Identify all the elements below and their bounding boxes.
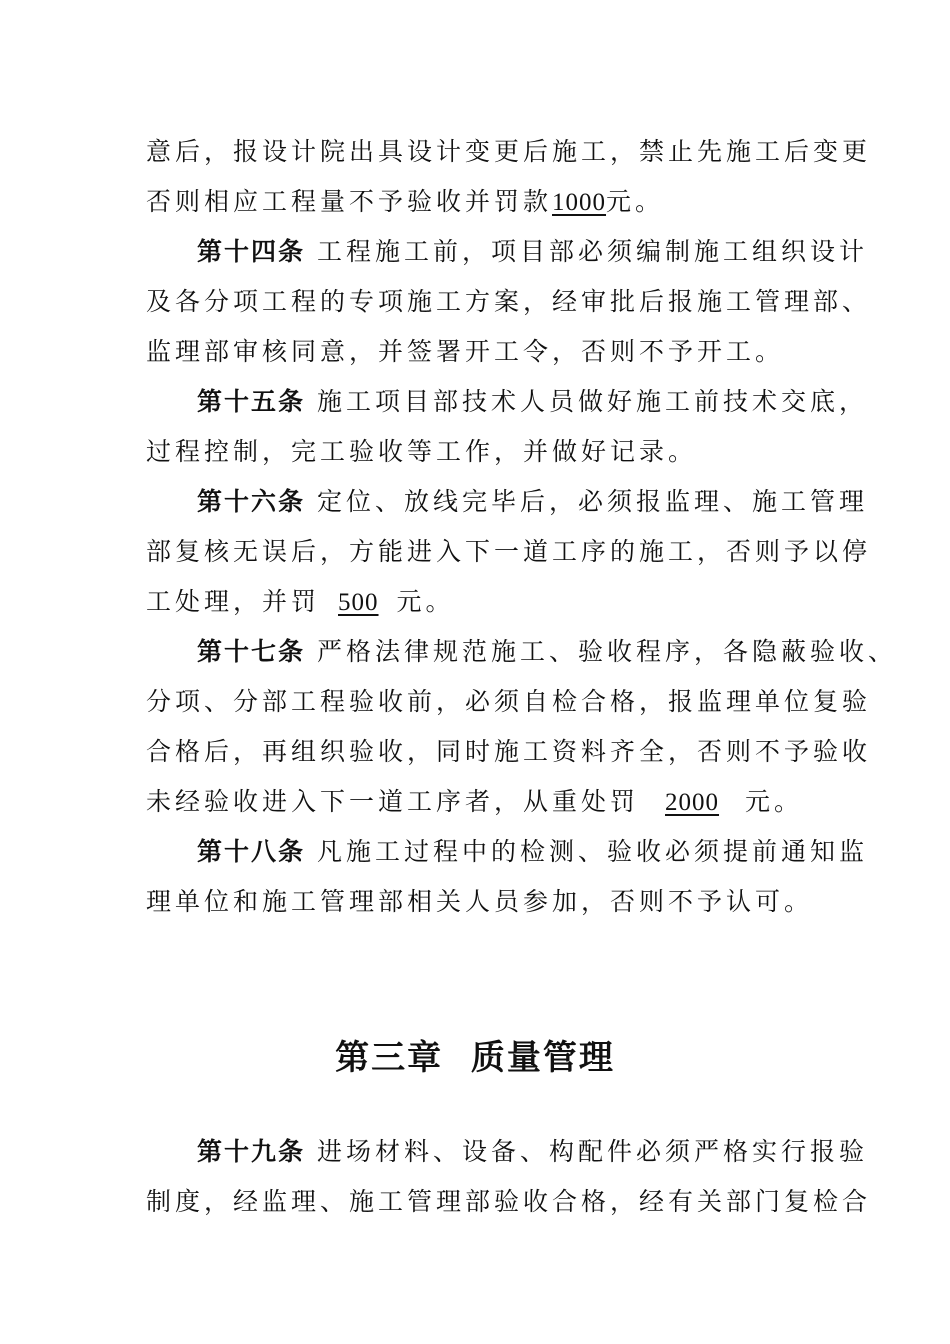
article-label: 第十九条 [197, 1137, 306, 1166]
article-label: 第十四条 [197, 237, 306, 266]
text-span: 未经验收进入下一道工序者，从重处罚 [146, 787, 640, 816]
text-span: 部复核无误后，方能进入下一道工序的施工，否则予以停 [146, 537, 872, 566]
text-line [146, 1186, 871, 1218]
text-line [146, 686, 871, 718]
text-span: 工处理，并罚 [146, 587, 321, 616]
text-span: 严格法律规范施工、验收程序，各隐蔽验收、 [316, 637, 897, 666]
text-line [146, 786, 803, 819]
text-span: 分项、分部工程验收前，必须自检合格，报监理单位复验 [146, 687, 872, 716]
article-16 [197, 486, 868, 518]
text-line [146, 336, 784, 368]
text-span: 凡施工过程中的检测、验收必须提前通知监 [316, 837, 868, 866]
text-span: 理单位和施工管理部相关人员参加，否则不予认可。 [146, 887, 814, 916]
text-line [146, 586, 455, 619]
article-19 [197, 1136, 868, 1168]
article-14 [197, 236, 868, 268]
text-line [146, 436, 697, 468]
article-label: 第十六条 [197, 487, 306, 516]
article-17 [197, 636, 897, 668]
text-span: 否则相应工程量不予验收并罚款 [146, 187, 553, 216]
article-label: 第十八条 [197, 837, 306, 866]
text-span: 监理部审核同意，并签署开工令，否则不予开工。 [146, 337, 785, 366]
text-span: 施工项目部技术人员做好施工前技术交底， [316, 387, 868, 416]
text-line [146, 136, 871, 168]
text-line [146, 736, 871, 768]
article-label: 第十七条 [197, 637, 306, 666]
text-span: 元。 [396, 587, 455, 616]
article-15 [197, 386, 868, 418]
fine-amount: 1000 [552, 189, 607, 216]
text-line [146, 536, 871, 568]
text-span: 合格后，再组织验收，同时施工资料齐全，否则不予验收 [146, 737, 872, 766]
text-span: 定位、放线完毕后，必须报监理、施工管理 [316, 487, 868, 516]
fine-amount: 2000 [665, 789, 720, 816]
text-span: 及各分项工程的专项施工方案，经审批后报施工管理部、 [146, 287, 872, 316]
text-span: 过程控制，完工验收等工作，并做好记录。 [146, 437, 698, 466]
chapter-title: 第三章 质量管理 [335, 1038, 615, 1078]
text-span: 元。 [745, 787, 804, 816]
text-span: 元。 [606, 187, 665, 216]
fine-amount: 500 [338, 589, 379, 616]
article-18 [197, 836, 868, 868]
text-span: 进场材料、设备、构配件必须严格实行报验 [316, 1137, 868, 1166]
article-label: 第十五条 [197, 387, 306, 416]
text-span: 工程施工前，项目部必须编制施工组织设计 [316, 237, 868, 266]
text-line [146, 286, 871, 318]
text-line [146, 886, 813, 918]
text-span: 意后，报设计院出具设计变更后施工，禁止先施工后变更 [146, 137, 872, 166]
text-line [146, 186, 664, 219]
text-span: 制度，经监理、施工管理部验收合格，经有关部门复检合 [146, 1187, 872, 1216]
